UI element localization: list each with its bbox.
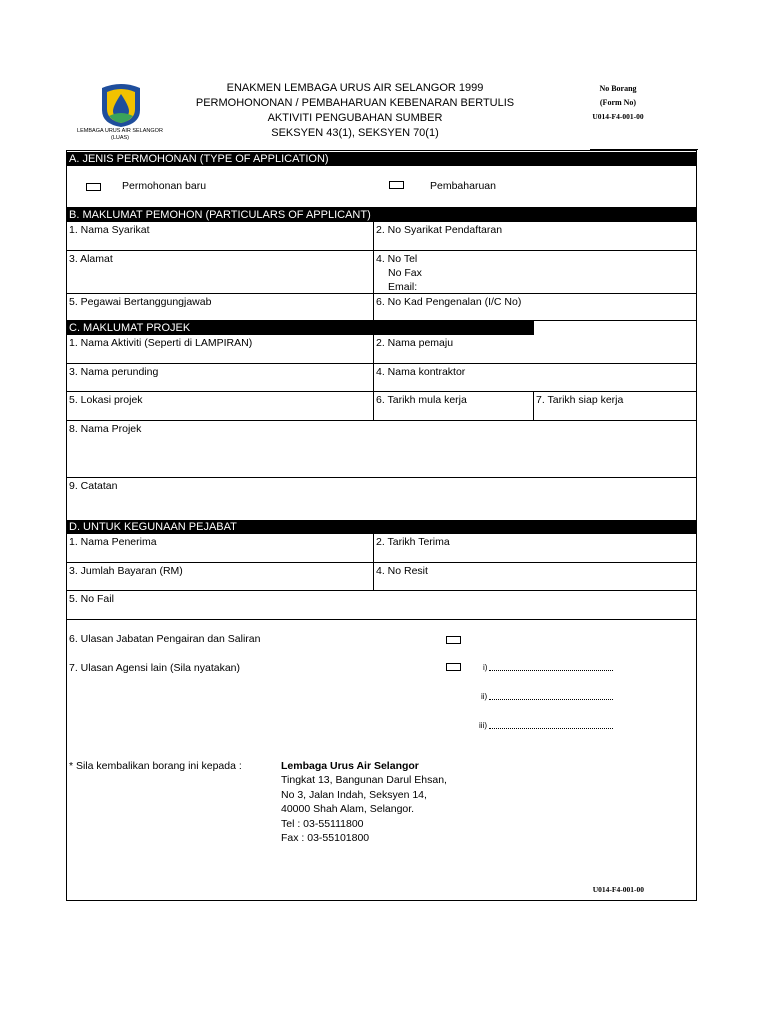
contractor-field[interactable]: 4. Nama kontraktor (373, 364, 696, 391)
jps-review-label: 6. Ulasan Jabatan Pengairan dan Saliran (69, 633, 261, 645)
form-number-block (572, 82, 664, 124)
table-row (67, 222, 696, 251)
form-no-code: U014-F4-001-00 (592, 112, 644, 121)
fax-label: No Fax (388, 267, 422, 279)
heading-line-1: ENAKMEN LEMBAGA URUS AIR SELANGOR 1999 (226, 82, 484, 94)
payment-amount-field[interactable]: 3. Jumlah Bayaran (RM) (69, 565, 183, 577)
section-b-header: B. MAKLUMAT PEMOHON (PARTICULARS OF APPLICANT) (67, 208, 696, 222)
application-form (66, 150, 697, 901)
notes-field[interactable]: 9. Catatan (69, 480, 118, 492)
table-row (67, 563, 696, 591)
email-label: Email: (388, 281, 418, 293)
agency-i-label: i) (483, 663, 488, 672)
start-date-field[interactable]: 6. Tarikh mula kerja (373, 392, 533, 420)
location-field[interactable]: 5. Lokasi projek (69, 394, 143, 406)
footer-form-code: U014-F4-001-00 (592, 885, 644, 894)
logo-caption-line-2: (LUAS) (110, 135, 130, 141)
consultant-field[interactable]: 3. Nama perunding (69, 366, 159, 378)
other-agency-checkbox[interactable] (446, 663, 461, 671)
table-row (67, 534, 696, 563)
section-d-header: D. UNTUK KEGUNAAN PEJABAT (67, 520, 696, 534)
form-heading (175, 81, 535, 141)
return-address-line-3: 40000 Shah Alam, Selangor. (281, 803, 415, 815)
jps-review-checkbox[interactable] (446, 636, 461, 644)
table-row (67, 364, 696, 392)
date-received-field[interactable]: 2. Tarikh Terima (373, 534, 696, 562)
table-row (67, 294, 696, 321)
agency-line-iii[interactable] (479, 721, 613, 731)
address-field[interactable]: 3. Alamat (69, 253, 113, 265)
table-row (67, 251, 696, 294)
receiver-name-field[interactable]: 1. Nama Penerima (69, 536, 157, 548)
table-row (67, 392, 696, 421)
heading-line-2: PERMOHONONAN / PEMBAHARUAN KEBENARAN BERTULIS (195, 97, 515, 109)
renewal-checkbox[interactable] (389, 181, 404, 189)
heading-line-4: SEKSYEN 43(1), SEKSYEN 70(1) (271, 127, 439, 139)
agency-ii-label: ii) (481, 692, 488, 701)
project-name-field[interactable]: 8. Nama Projek (69, 423, 142, 435)
activity-name-field[interactable]: 1. Nama Aktiviti (Seperti di LAMPIRAN) (69, 337, 253, 349)
return-fax: Fax : 03-55101800 (281, 832, 370, 844)
other-agency-review-label: 7. Ulasan Agensi lain (Sila nyatakan) (69, 662, 241, 674)
section-a-options (67, 166, 696, 208)
company-name-field[interactable]: 1. Nama Syarikat (69, 224, 150, 236)
section-c-header: C. MAKLUMAT PROJEK (67, 321, 534, 335)
form-no-label: No Borang (599, 84, 637, 93)
tel-label: 4. No Tel (376, 253, 418, 265)
table-row (67, 591, 696, 620)
renewal-label: Pembaharuan (430, 180, 496, 192)
return-address-line-2: No 3, Jalan Indah, Seksyen 14, (281, 789, 427, 801)
heading-line-3: AKTIVITI PENGUBAHAN SUMBER (267, 112, 443, 124)
new-application-label: Permohonan baru (122, 180, 207, 192)
file-number-field[interactable]: 5. No Fail (69, 593, 114, 605)
return-org-name: Lembaga Urus Air Selangor (281, 760, 419, 772)
table-row (67, 335, 696, 364)
form-no-label-en: (Form No) (599, 98, 637, 107)
table-row (67, 421, 696, 478)
new-application-checkbox[interactable] (86, 183, 101, 191)
section-a-header: A. JENIS PERMOHONAN (TYPE OF APPLICATION) (67, 152, 696, 166)
logo-caption (70, 128, 170, 142)
receipt-number-field[interactable]: 4. No Resit (373, 563, 696, 590)
luas-logo (98, 82, 144, 128)
return-tel: Tel : 03-55111800 (281, 818, 364, 830)
agency-line-i[interactable] (483, 663, 613, 673)
logo-caption-line-1: LEMBAGA URUS AIR SELANGOR (77, 128, 163, 134)
company-reg-field[interactable]: 2. No Syarikat Pendaftaran (373, 222, 696, 250)
developer-field[interactable]: 2. Nama pemaju (373, 335, 696, 363)
ic-number-field[interactable]: 6. No Kad Pengenalan (I/C No) (373, 294, 696, 320)
contact-field[interactable] (373, 251, 696, 293)
agency-line-ii[interactable] (481, 692, 613, 702)
officer-field[interactable]: 5. Pegawai Bertanggungjawab (69, 296, 212, 308)
return-instruction: * Sila kembalikan borang ini kepada : (69, 760, 242, 772)
agency-iii-label: iii) (479, 721, 487, 730)
table-row (67, 478, 696, 520)
end-date-field[interactable]: 7. Tarikh siap kerja (533, 392, 696, 420)
return-address-line-1: Tingkat 13, Bangunan Darul Ehsan, (281, 774, 447, 786)
